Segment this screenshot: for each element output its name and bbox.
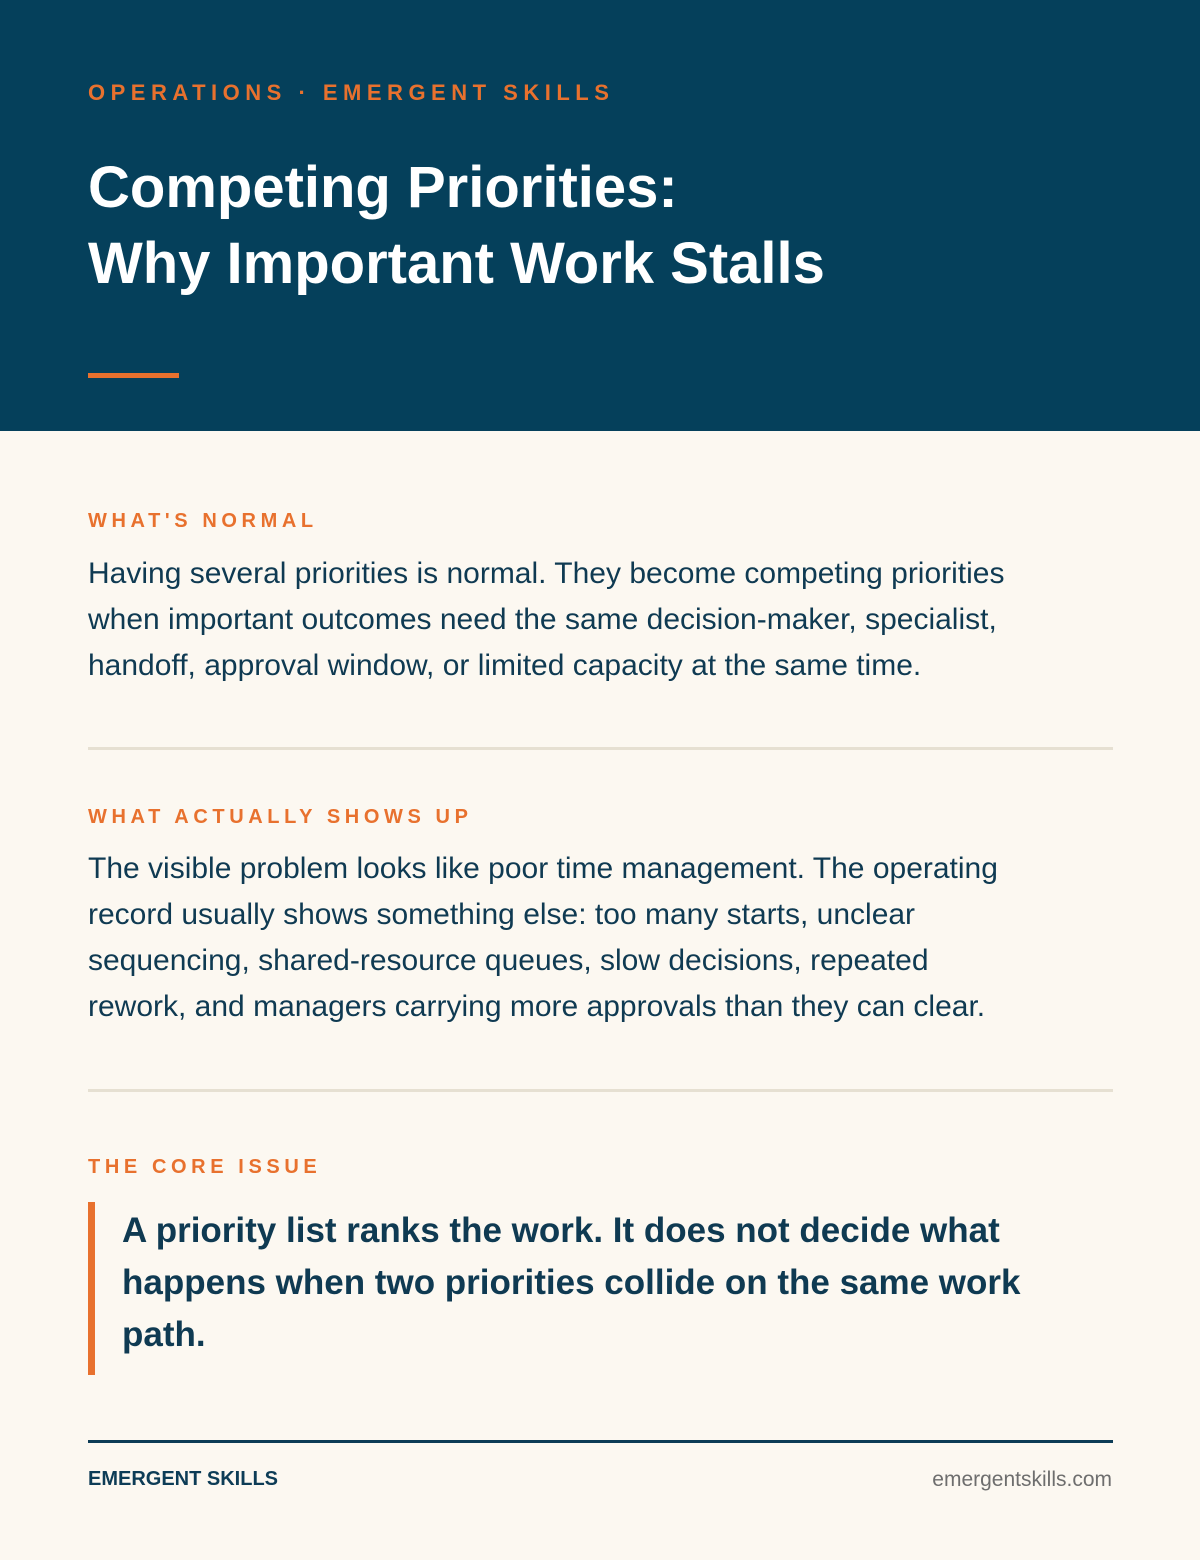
- eyebrow-label: OPERATIONS · EMERGENT SKILLS: [88, 80, 615, 105]
- accent-rule: [88, 373, 179, 378]
- page-title-line: Competing Priorities:: [88, 155, 678, 220]
- body-line: rework, and managers carrying more approvals than they can clear.: [88, 990, 986, 1023]
- body-line: when important outcomes need the same decision-maker, specialist,: [88, 603, 997, 636]
- core-issue-quote: [122, 1205, 1112, 1361]
- section-body-shows-up: [88, 846, 1118, 1030]
- footer-rule: [88, 1440, 1113, 1443]
- section-divider: [88, 747, 1113, 750]
- body-line: handoff, approval window, or limited capacity at the same time.: [88, 649, 922, 682]
- footer-brand: EMERGENT SKILLS: [88, 1468, 279, 1490]
- body-line: sequencing, shared-resource queues, slow decisions, repeated: [88, 944, 929, 977]
- section-label-normal: WHAT'S NORMAL: [88, 510, 318, 532]
- quote-line: A priority list ranks the work. It does not decide what: [122, 1211, 1000, 1250]
- body-line: The visible problem looks like poor time management. The operating: [88, 852, 998, 885]
- section-divider: [88, 1089, 1113, 1092]
- page-title: [88, 150, 1108, 302]
- section-label-core-issue: THE CORE ISSUE: [88, 1156, 322, 1178]
- section-body-normal: [88, 551, 1118, 689]
- quote-accent-bar: [88, 1202, 95, 1375]
- quote-line: path.: [122, 1315, 206, 1354]
- body-line: record usually shows something else: too many starts, unclear: [88, 898, 916, 931]
- page-title-line: Why Important Work Stalls: [88, 231, 825, 296]
- section-label-shows-up: WHAT ACTUALLY SHOWS UP: [88, 806, 473, 828]
- footer-url-link[interactable]: emergentskills.com: [932, 1468, 1112, 1491]
- header-banner: [0, 0, 1200, 431]
- quote-line: happens when two priorities collide on the same work: [122, 1263, 1021, 1302]
- body-line: Having several priorities is normal. They become competing priorities: [88, 557, 1005, 590]
